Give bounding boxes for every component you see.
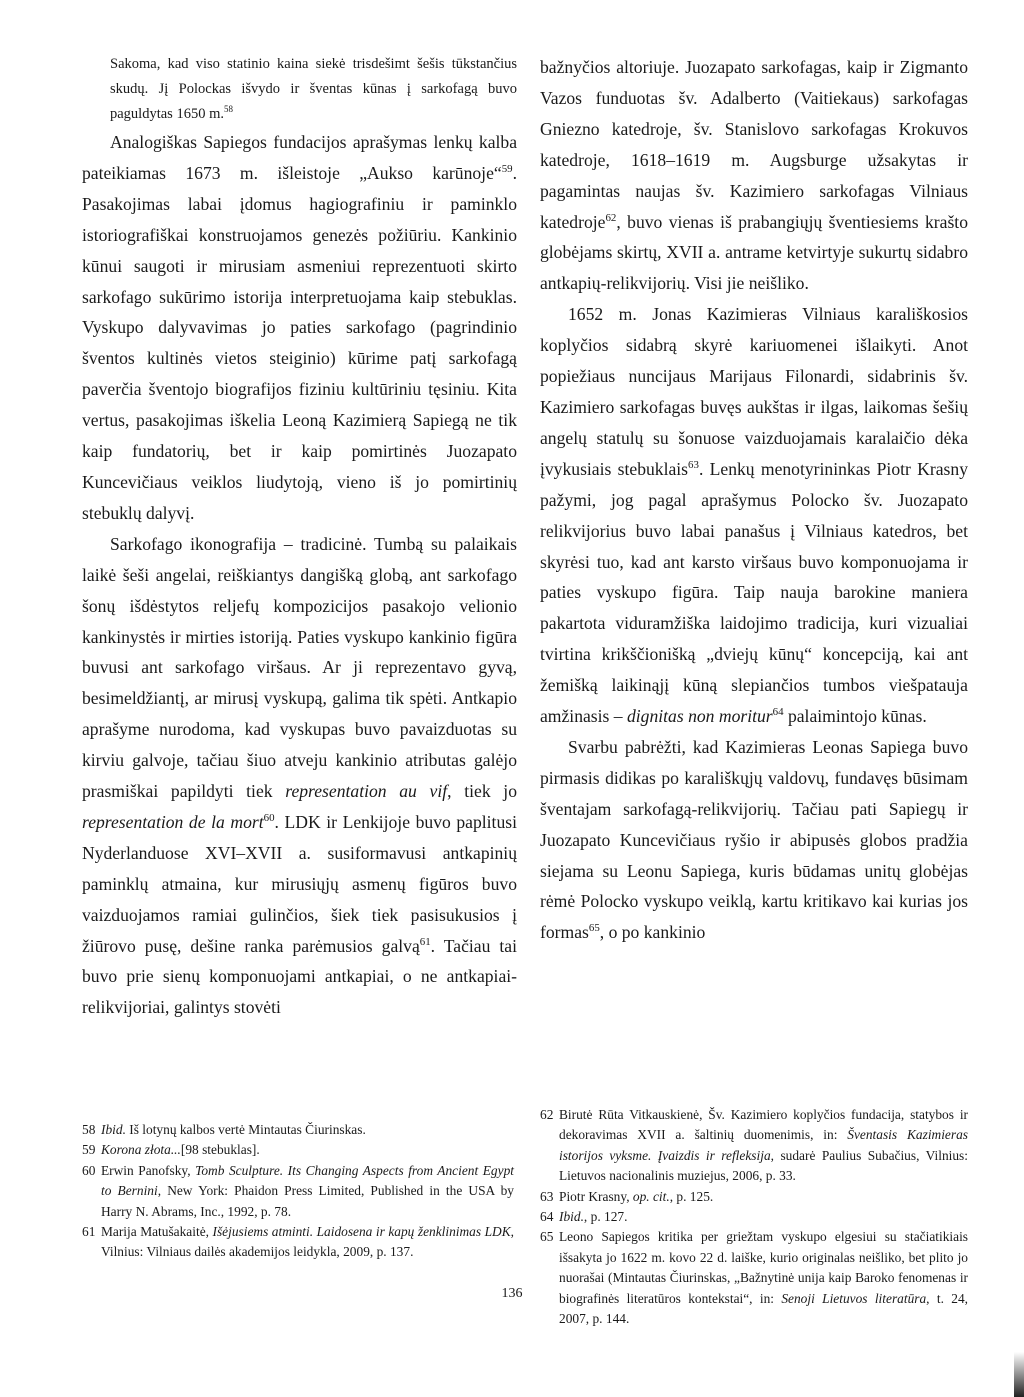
text: palaimintojo kūnas. <box>783 706 927 727</box>
footnote-italic: Korona złota... <box>101 1142 181 1158</box>
footnote-segment: [98 stebuklas]. <box>180 1142 260 1158</box>
footnote-segment: , t. 24, 2007, p. 144. <box>559 1290 968 1327</box>
italic-term: dignitas non moritur <box>626 706 773 727</box>
text: . Pasakojimas labai įdomus hagiografiniu ir paminklo istoriografiškai konstruojamos genezės požiūriu. Kankinio kūnui saugoti ir mirusiam asmeniui reprezentuoti skirto sarkofago sukūrimo istorija interpretuojama kaip stebuklas. Vyskupo dalyvavimas jo paties sarkofago (pagrindinio šventos kultinės vietos steiginio) kūrime patį sarkofagą paverčia šventojo biografijos fiziniu kultūriniu tęsiniu. Kita vertus, pasakojimas iškelia Leoną Kazimierą Sapiegą ne tik kaip fundatorių, bet ir kaip pomirtinės Juozapato Kuncevičiaus veiklos liudytoją, vieno iš jo pomirtinių stebuklų dalyvį. <box>82 162 517 523</box>
footnote-number: 63 <box>540 1188 554 1204</box>
footnote-ref[interactable]: 60 <box>263 812 275 825</box>
paragraph <box>540 732 968 948</box>
footnote-segment: Leono Sapiegos kritika per griežtam vyskupo elgesiui su stačiatikiais išsakyta jo 1622 m. kovo 22 d. laiške, kurio originalas neišliko, bet plito jo nuorašai (Mintautas Čiurinskas, „Bažnytinė unija kaip Baroko fenomenas ir biografinės literatūros kontekstai“, in: <box>559 1229 968 1306</box>
scan-edge-mark <box>1014 1352 1024 1397</box>
footnote-number: 59 <box>82 1142 96 1158</box>
right-text-column <box>540 52 968 948</box>
text: . Lenkų menotyrininkas Piotr Krasny pažymi, jog pagal aprašymus Polocko šv. Juozapato relikvijorius buvo labai panašus į Vilniaus katedros, bet skyrėsi tuo, kad ant karsto viršaus buvo komponuojama ir paties vyskupo figūra. Taip nauja barokine maniera pakartota viduramžiška laidojimo tradicija, kuri vizualiai tvirtina krikščionišką „dviejų kūnų“ koncepciją, kai ant žemišką laikinąjį kūną slepiančios tumbos viešpatauja amžinasis – <box>540 458 968 727</box>
footnote-text <box>101 1120 514 1140</box>
paragraph <box>82 52 517 127</box>
footnote-segment: , p. 127. <box>583 1209 628 1225</box>
footnote-ref[interactable]: 61 <box>419 935 431 948</box>
footnote-segment: Birutė Rūta Vitkauskienė, Šv. Kazimiero koplyčios fundacija, statybos ir dekoravimas XVII a. šaltinių duomenimis, in: <box>559 1107 968 1143</box>
footnote <box>82 1120 514 1140</box>
footnote-ref[interactable]: 65 <box>588 922 600 935</box>
footnote <box>540 1187 968 1207</box>
footnote-number: 61 <box>82 1224 96 1240</box>
footnote-text <box>101 1222 514 1263</box>
footnote-text <box>559 1207 968 1227</box>
footnote-italic: Ibid. <box>559 1209 584 1225</box>
footnote-italic: Ibid. <box>101 1122 126 1137</box>
footnote-ref[interactable]: 58 <box>223 104 233 115</box>
footnote-segment: Piotr Krasny, <box>559 1188 633 1204</box>
footnote-segment: Iš lotynų kalbos vertė Mintautas Čiurinskas. <box>125 1122 366 1137</box>
footnote-number: 62 <box>540 1107 554 1122</box>
footnote-segment: , sudarė Paulius Subačius, Vilnius: Lietuvos nacionalinis muziejus, 2006, p. 33. <box>559 1147 968 1184</box>
footnote-italic: Išėjusiems atminti. Laidosena ir kapų ženklinimas LDK <box>212 1224 511 1240</box>
footnote-segment: Marija Matušakaitė, <box>101 1224 213 1240</box>
footnote-italic: Tomb Sculpture. Its Changing Aspects from Ancient Egypt to Bernini <box>101 1162 514 1199</box>
text: . Tačiau tai buvo prie sienų komponuojami antkapiai, o ne antkapiai-relikvijoriai, galintys stovėti <box>82 935 517 1018</box>
footnote-segment: Erwin Panofsky, <box>101 1162 196 1178</box>
footnote-ref[interactable]: 59 <box>501 163 513 176</box>
text: Svarbu pabrėžti, kad Kazimieras Leonas Sapiega buvo pirmasis didikas po karališkųjų valdovų, fundavęs būsimam šventajam sarkofagą-relikvijorių. Tačiau pati Sapiegų ir Juozapato Kuncevičiaus ryšio ir abipusės globos pradžia siejama su Leonu Sapiega, kuris būdamas unitų globėjas rėmė Polocko vyskupo veiklą, kartu kritikavo kai kurias jos formas <box>540 736 968 943</box>
footnote-ref[interactable]: 63 <box>688 458 699 471</box>
text: 1652 m. Jonas Kazimieras Vilniaus karališkosios koplyčios sidabrą skyrė kariuomenei išlaikyti. Anot popiežiaus nuncijaus Marijaus Filonardi, sidabrinis šv. Kazimiero sarkofagas buvęs aukštas ir ilgas, laikomas šešių angelų statulų su šonuose vaizduojamais karalaičio dėka įvykusiais stebuklais <box>540 304 968 479</box>
italic-term: representation de la mort <box>82 811 264 832</box>
text: Sarkofago ikonografija – tradicinė. Tumbą su palaikais laikė šeši angelai, reiškiantys dangišką globą, ant sarkofago šonų išdėstytos reljefų kompozicijos pasakojo velionio kankinystės ir mirties istoriją. Paties vyskupo kankinio figūra buvusi ant sarkofago viršaus. Ar ji reprezentavo gyvą, besimeldžiantį, ar mirusį vyskupą, galima tik spėti. Antkapio aprašyme nurodoma, kad vyskupas buvo pavaizduotas su kirviu galvoje, tačiau šiuo atveju kankinio atributas galėjo prasmiškai papildyti tiek <box>82 533 517 802</box>
footnote-text <box>559 1227 968 1329</box>
footnote <box>82 1222 514 1263</box>
text: , o po kankinio <box>599 922 706 943</box>
footnote-segment: , p. 125. <box>669 1188 714 1204</box>
footnote-italic: Senoji Lietuvos literatūra <box>781 1290 927 1306</box>
footnotes-left <box>82 1120 514 1263</box>
left-text-column <box>82 52 517 1023</box>
footnote-segment: , New York: Phaidon Press Limited, Published in the USA by Harry N. Abrams, Inc., 1992, p. 78. <box>101 1183 514 1219</box>
footnote-text <box>559 1105 968 1187</box>
footnote-number: 58 <box>82 1122 96 1137</box>
footnote <box>540 1207 968 1227</box>
text: bažnyčios altoriuje. Juozapato sarkofagas, kaip ir Zigmanto Vazos funduotas šv. Adalberto (Vaitiekaus) sarkofagas Gniezno katedroje, šv. Stanislovo sarkofagas Krokuvos katedroje, 1618–1619 m. Augsburge užsakytas ir pagamintas naujas šv. Kazimiero sarkofagas Vilniaus katedroje <box>540 57 968 232</box>
footnote <box>82 1140 514 1160</box>
footnote-italic: Šventasis Kazimieras istorijos vyksme. Įvaizdis ir refleksija <box>559 1127 968 1163</box>
footnote <box>82 1161 514 1222</box>
footnote <box>540 1105 968 1187</box>
footnote-number: 60 <box>82 1162 96 1178</box>
page-number: 136 <box>501 1286 523 1301</box>
footnote-number: 64 <box>540 1209 554 1225</box>
paragraph <box>82 127 517 529</box>
footnote-text <box>101 1161 514 1222</box>
text: Analogiškas Sapiegos fundacijos aprašymas lenkų kalba pateikiamas 1673 m. išleistoje „Aukso karūnoje“ <box>82 132 517 183</box>
paragraph <box>540 299 968 732</box>
italic-term: representation au vif <box>285 781 448 802</box>
footnote-text <box>101 1140 514 1160</box>
footnote-ref[interactable]: 62 <box>605 211 617 224</box>
footnote-text <box>559 1187 968 1207</box>
text: , buvo vienas iš prabangiųjų šventiesiems krašto globėjams skirtų, XVII a. antrame ketvirtyje sukurtų sidabro antkapių-relikvijorių. Visi jie neišliko. <box>540 211 968 294</box>
text: Sakoma, kad viso statinio kaina siekė trisdešimt šešis tūkstančius skudų. Jį Polockas išvydo ir šventas kūnas į sarkofagą buvo paguldytas 1650 m. <box>110 56 517 122</box>
footnote-italic: op. cit. <box>632 1188 670 1204</box>
text: . LDK ir Lenkijoje buvo paplitusi Nyderlanduose XVI–XVII a. susiformavusi antkapinių paminklų atmaina, kur mirusiųjų asmenų figūros buvo vaizduojamos ramiai gulinčios, šiek tiek pasisukusios į žiūrovo pusę, dešine ranka parėmusios galvą <box>82 811 517 956</box>
footnote-number: 65 <box>540 1229 554 1245</box>
footnote <box>540 1227 968 1329</box>
text: , tiek jo <box>447 781 517 802</box>
paragraph <box>540 52 968 299</box>
footnote-ref[interactable]: 64 <box>772 706 784 719</box>
paragraph <box>82 529 517 1024</box>
footnote-segment: , Vilnius: Vilniaus dailės akademijos leidykla, 2009, p. 137. <box>101 1224 514 1260</box>
